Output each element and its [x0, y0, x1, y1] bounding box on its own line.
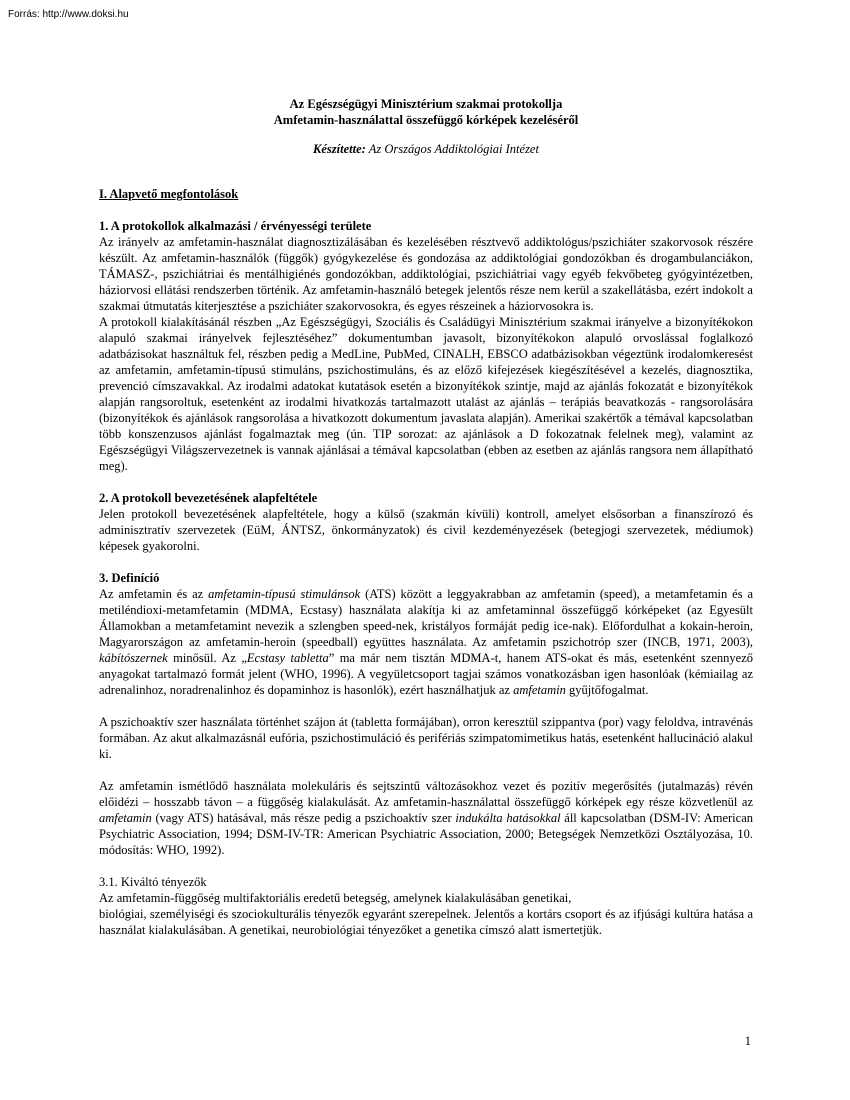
document-title-line1: Az Egészségügyi Minisztérium szakmai protokollja [289, 97, 563, 111]
section-title: I. Alapvető megfontolások [99, 187, 239, 201]
spacer [99, 698, 753, 714]
spacer [99, 762, 753, 778]
heading-definition: 3. Definíció [99, 571, 160, 585]
page-number: 1 [744, 1034, 751, 1048]
paragraph-definition-2: A pszichoaktív szer használata történhet szájon át (tabletta formájában), orron keresztül szippantva (por) vagy feloldva, intravénás formában. Az akut alkalmazásnál eufória, pszichostimuláció és perifériás szimpatomimetikus hatás, esetenként hallucináció alakul ki. [99, 715, 753, 761]
spacer [99, 858, 753, 874]
spacer [99, 554, 753, 570]
paragraph-triggers: biológiai, személyiségi és szociokulturális tényezők egyaránt szerepelnek. Jelentős a kortárs csoport és az ifjúsági kultúra hatása a használat kialakulásában. A genetikai, neurobiológiai tényezőket a genetika címszó alatt ismertetjük. [99, 907, 753, 937]
heading-scope: 1. A protokollok alkalmazási / érvényességi területe [99, 219, 372, 233]
spacer [99, 474, 753, 490]
spacer [99, 202, 753, 218]
author-label: Készítette: [313, 142, 366, 156]
author-line [99, 141, 753, 157]
paragraph-triggers-line1: Az amfetamin-függőség multifaktoriális eredetű betegség, amelynek kialakulásában genetikai, [99, 891, 572, 905]
paragraph-prerequisite: Jelen protokoll bevezetésének alapfeltétele, hogy a külső (szakmán kívüli) kontroll, amelyet elsősorban a finanszírozó és adminisztratív szervezetek (EüM, ÁNTSZ, önkormányzatok) és civil kezdeményezések (betegjogi szervezetek, médiumok) képesek gyakorolni. [99, 507, 753, 553]
author-name: Az Országos Addiktológiai Intézet [368, 142, 539, 156]
paragraph-definition-3: Az amfetamin ismétlődő használata molekuláris és sejtszintű változásokhoz vezet és pozitív megerősítés (jutalmazás) révén előidézi – hosszabb távon – a függőség kialakulását. Az amfetamin-használattal összefüggő kórképek egy része közvetlenül az amfetamin (vagy ATS) hatásával, más része pedig a pszichoaktív szer indukálta hatásokkal áll kapcsolatban (DSM-IV: American Psychiatric Association, 1994; DSM-IV-TR: American Psychiatric Association, 2000; Betegségek Nemzetközi Osztályozása, 10. módosítás: WHO, 1992). [99, 779, 754, 857]
document-title-line2: Amfetamin-használattal összefüggő kórképek kezeléséről [273, 113, 579, 127]
document-body [99, 96, 753, 938]
heading-prerequisite: 2. A protokoll bevezetésének alapfeltétele [99, 491, 318, 505]
paragraph-scope-2: A protokoll kialakításánál részben „Az Egészségügyi, Szociális és Családügyi Minisztérium szakmai irányelve a bizonyítékokon alapuló szakmai irányelvek fejlesztéséhez” dokumentumban javasolt, bizonyítékokon alapuló orvoslással foglalkozó adatbázisokat használtuk fel, részben pedig a MedLine, PubMed, CINALH, EBSCO adatbázisokban végeztünk irodalomkeresést az amfetamin, amfetamin-típusú stimuláns, pszichostimuláns, és az előző kifejezések kiegészítésével a kezelés, diagnosztika, prevenció címszavakkal. Az irodalmi adatokat kutatások esetén a bizonyítékok szintje, majd az ajánlás fokozatát e bizonyítékok alapján rangsoroltuk, esetenként az irodalmi hivatkozás tartalmazott utalást az ajánlás – terápiás beavatkozás - rangsorolására (bizonyítékok és ajánlások rangsorolása a hivatkozott dokumentum javaslata alapján). Amerikai szakértők a témával kapcsolatban több konszenzusos ajánlást fogalmaztak meg (ún. TIP sorozat: az ajánlások a D fokozatnak felelnek meg), valamint az Egészségügyi Világszervezetnek is vannak ajánlásai a témával kapcsolatban (ebben az esetben az ajánlás rangsora nem állapítható meg). [99, 315, 753, 473]
paragraph-definition-1: Az amfetamin és az amfetamin-típusú stimulánsok (ATS) között a leggyakrabban az amfetamin (speed), a metamfetamin és a metiléndioxi-metamfetamin (MDMA, Ecstasy) használata alakítja ki az amfetaminnal összefüggő kórképeket (az Egyesült Államokban a metamfetamint nevezik a szlengben speed-nek, kristályos formáját pedig ice-nak). Előfordulhat a kokain-heroin, Magyarországon az amfetamin-heroin (speedball) együttes használata. Az amfetamin pszichotróp szer (INCB, 1971, 2003), kábítószernek minősül. Az „Ecstasy tabletta” ma már nem tisztán MDMA-t, hanem ATS-okat és más, esetenként szennyező anyagokat tartalmazó formát jelent (WHO, 1996). A vegyületcsoport tagjai számos vonatkozásban igen hasonlóak (kémiailag az adrenalinhoz, noradrenalinhoz és dopaminhoz is hasonlók), ezért használhatjuk az amfetamin gyűjtőfogalmat. [99, 587, 753, 697]
source-label: Forrás: http://www.doksi.hu [8, 9, 129, 20]
paragraph-scope-1: Az irányelv az amfetamin-használat diagnosztizálásában és kezelésében résztvevő addiktológus/pszichiáter szakorvosok részére készült. Az amfetamin-használók (függők) gyógykezelése és gondozása az addiktológiai gondozókban és drogambulanciákon, TÁMASZ-, pszichiátriai és mentálhigiénés gondozókban, addiktológiai, pszichiátriai vagy egyéb fekvőbeteg gyógyintézetben, háziorvosi ellátási rendszerben történik. Az amfetamin-használó betegek jelentős része nem kerül a szakellátásba, ezért indokolt a szakmai útmutatás kiterjesztése a pszichiáter szakorvosokra, és egyes részeinek a háziorvosokra is. [99, 235, 753, 313]
heading-triggers: 3.1. Kiváltó tényezők [99, 875, 207, 889]
